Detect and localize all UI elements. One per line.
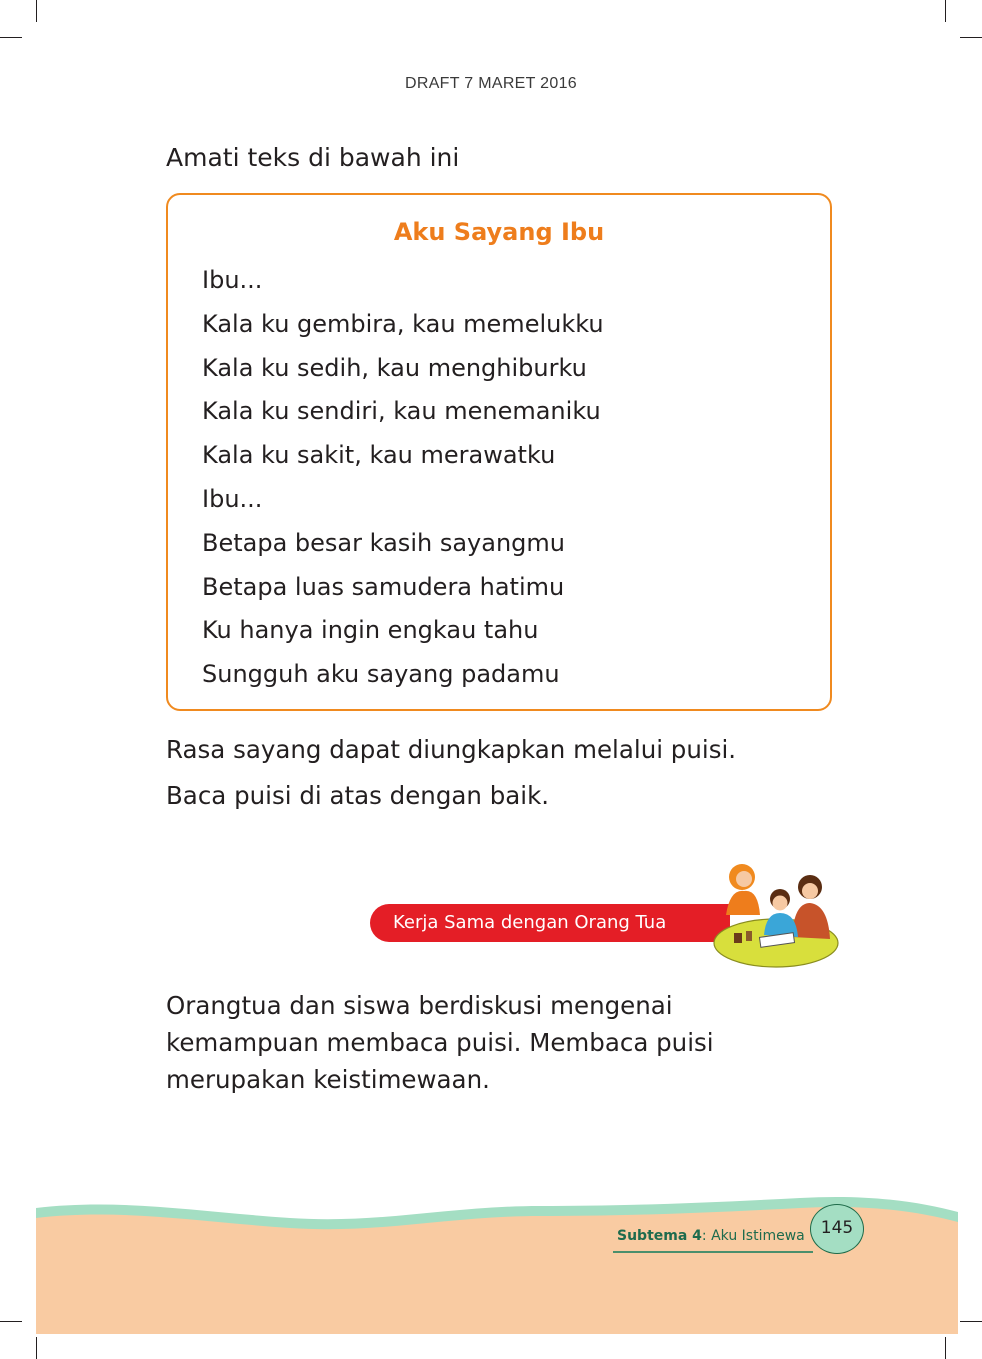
poem-line: Ku hanya ingin engkau tahu xyxy=(202,616,539,645)
crop-mark xyxy=(0,37,22,38)
poem-line: Kala ku sendiri, kau menemaniku xyxy=(202,397,601,426)
paragraph: Rasa sayang dapat diungkapkan melalui puisi. xyxy=(166,735,737,764)
subtema-title: Aku Istimewa xyxy=(711,1228,805,1244)
subtema-number: Subtema 4 xyxy=(617,1228,702,1244)
discussion-line: Orangtua dan siswa berdiskusi mengenai xyxy=(166,991,673,1020)
poem-box xyxy=(166,193,832,711)
subtema-underline xyxy=(613,1251,813,1253)
crop-mark xyxy=(36,0,37,22)
poem-line: Ibu... xyxy=(202,484,263,513)
intro-text: Amati teks di bawah ini xyxy=(166,143,460,172)
family-reading-illustration xyxy=(704,855,839,970)
page-number: 145 xyxy=(810,1204,864,1254)
poem-line: Ibu... xyxy=(202,266,263,294)
discussion-text xyxy=(166,987,714,1098)
crop-mark xyxy=(945,0,946,22)
poem-title: Aku Sayang Ibu xyxy=(393,218,605,246)
draft-label: DRAFT 7 MARET 2016 xyxy=(405,75,577,92)
subtema-label xyxy=(617,1228,805,1244)
poem-line: Betapa luas samudera hatimu xyxy=(202,572,565,601)
activity-banner-label: Kerja Sama dengan Orang Tua xyxy=(393,912,667,933)
poem-line: Sungguh aku sayang padamu xyxy=(202,660,560,689)
poem-line: Kala ku sedih, kau menghiburku xyxy=(202,353,587,382)
poem-line: Kala ku gembira, kau memelukku xyxy=(202,309,604,338)
discussion-line: kemampuan membaca puisi. Membaca puisi xyxy=(166,1028,714,1057)
activity-banner xyxy=(370,904,730,942)
poem-line: Kala ku sakit, kau merawatku xyxy=(202,441,556,470)
crop-mark xyxy=(960,37,982,38)
discussion-line: merupakan keistimewaan. xyxy=(166,1065,490,1094)
poem-line: Betapa besar kasih sayangmu xyxy=(202,528,565,557)
poem-lines xyxy=(202,259,604,697)
paragraph: Baca puisi di atas dengan baik. xyxy=(166,781,550,810)
subtema-separator: : xyxy=(701,1228,712,1244)
